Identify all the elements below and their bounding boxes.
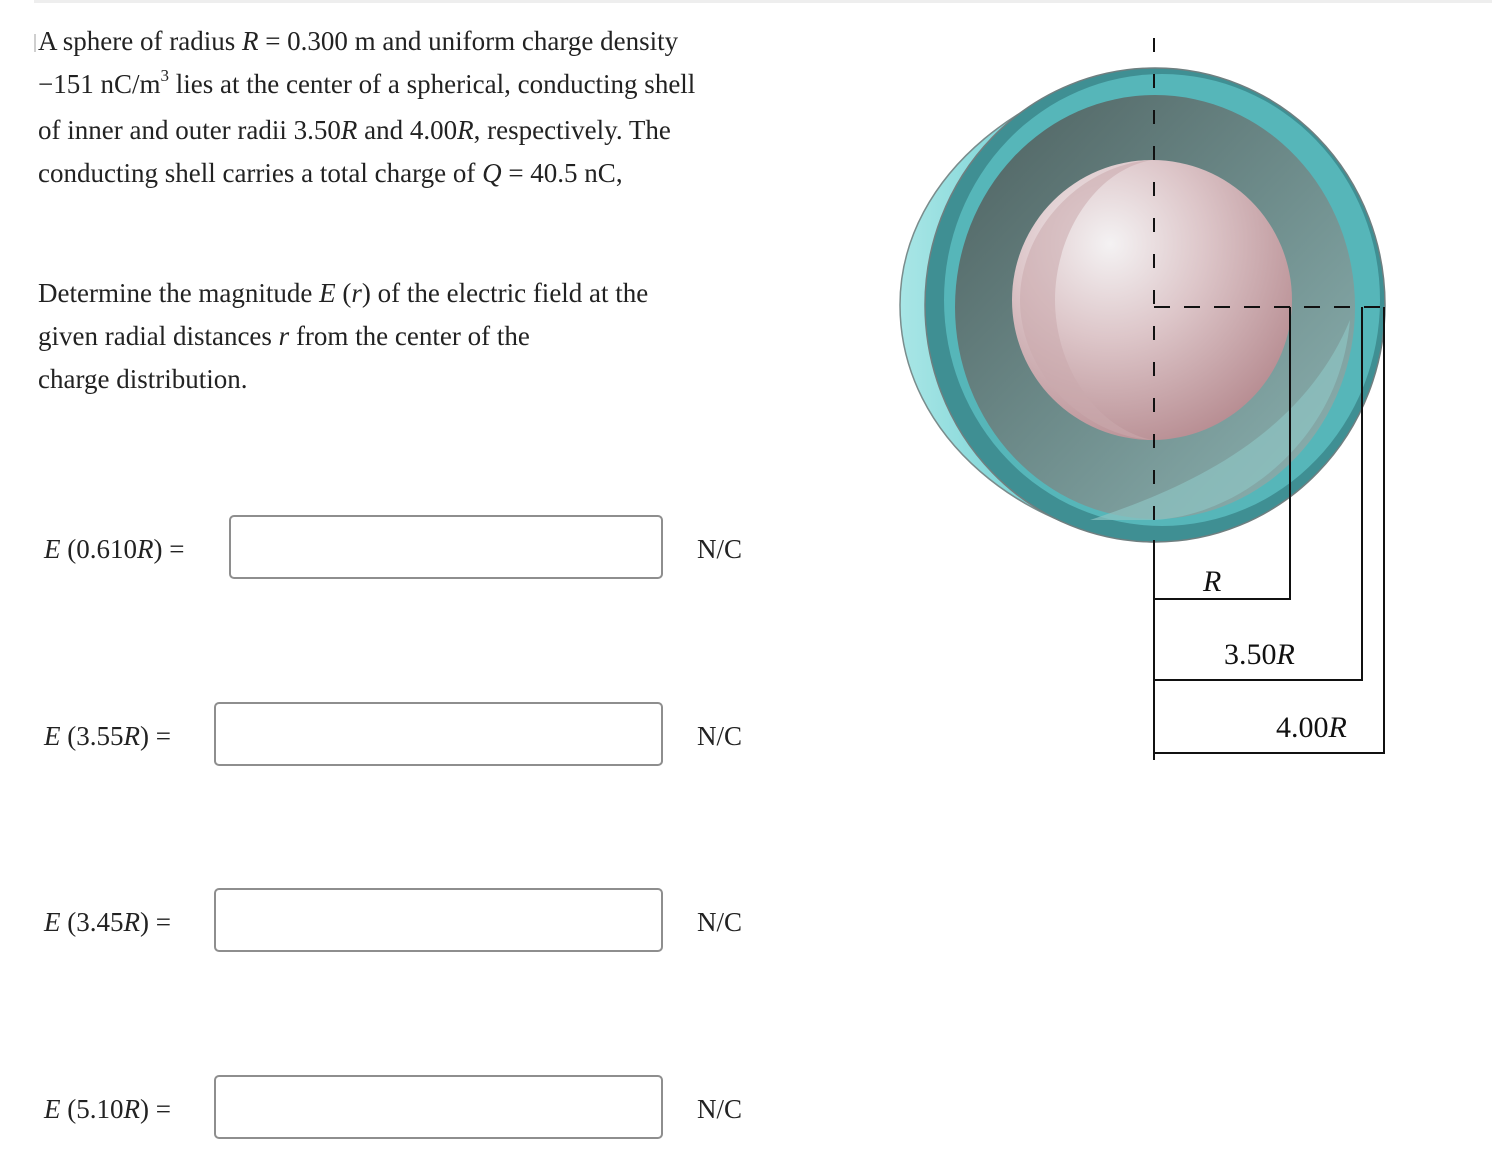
problem-statement: A sphere of radius R = 0.300 m and uniform charge density −151 $nC/m^3$ lies at the center of a spherical, conducting shell of inner and outer radii 3.50R and 4.00R, respectively. The conducting shell carries a total charge of Q = 40.5 nC, [38,26,696,188]
question-prompt: Determine the magnitude E (r) of the electric field at the given radial distances r from the center of the charge distribution. [38,278,649,394]
answer-input-1[interactable] [229,515,663,579]
label-3-50R: 3.50R [1224,638,1295,671]
answer-row-3 [44,888,743,956]
answer-input-2[interactable] [214,702,663,766]
unit-label-2: N/C [697,721,743,751]
top-divider [34,0,1492,3]
answer-row-1 [44,515,743,583]
answer-label-1: E (0.610R) = [44,534,185,564]
unit-label-4: N/C [697,1094,743,1124]
answer-input-4[interactable] [214,1075,663,1139]
answer-input-3[interactable] [214,888,663,952]
answer-row-4 [44,1075,743,1143]
label-R: R [1203,565,1222,598]
left-margin-marker [34,34,36,52]
answer-label-3: E (3.45R) = [44,907,171,937]
answer-row-2 [44,702,743,770]
answer-label-2: E (3.55R) = [44,721,171,751]
answer-label-4: E (5.10R) = [44,1094,171,1124]
label-4-00R: 4.00R [1276,711,1347,744]
unit-label-1: N/C [697,534,743,564]
unit-label-3: N/C [697,907,743,937]
shell-diagram [880,20,1440,780]
